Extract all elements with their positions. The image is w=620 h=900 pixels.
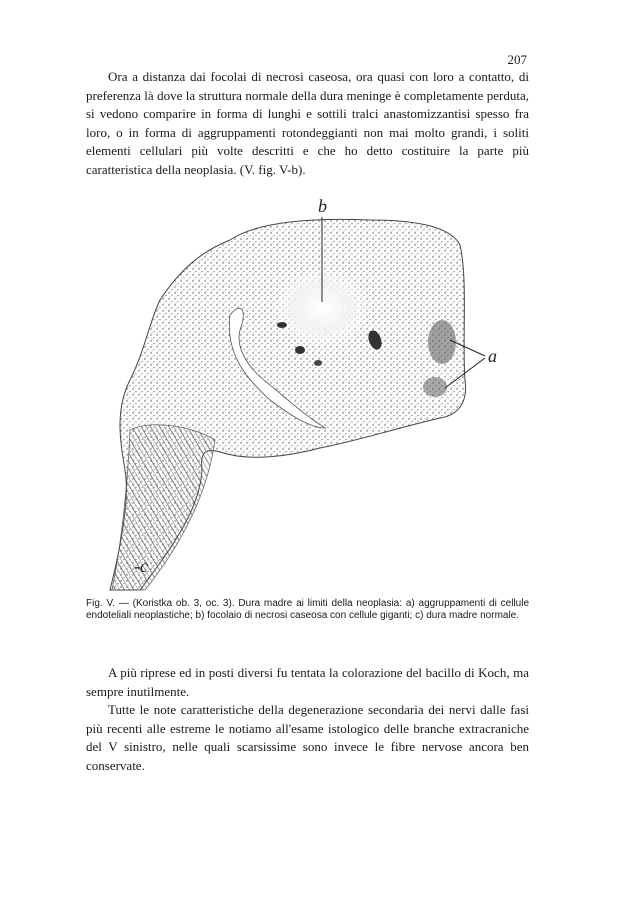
histology-figure	[90, 190, 530, 600]
paragraph-koch: A più riprese ed in posti diversi fu tentata la colorazione del bacillo di Koch, ma sempre inutilmente.	[86, 665, 529, 699]
label-b: b	[318, 196, 327, 216]
cell-aggregate	[423, 377, 447, 397]
paragraph-degenerazione: Tutte le note caratteristiche della degenerazione secondaria dei nervi dalle fasi più recenti alle estreme le notiamo all'esame istologico delle branche extracraniche del V sinistro, nelle quali scarsissime sono invece le fibre nervose ancora ben conservate.	[86, 702, 529, 773]
cell-aggregate	[428, 320, 456, 364]
label-c: -c	[134, 556, 148, 576]
label-a: a	[488, 346, 497, 366]
giant-cell	[277, 322, 287, 328]
page-number: 207	[507, 52, 527, 67]
giant-cell	[295, 346, 305, 354]
paragraph-necrosi: Ora a distanza dai focolai di necrosi caseosa, ora quasi con loro a contatto, di preferenza là dove la struttura normale della dura meninge è completamente perduta, si vedono comparire in forma di lunghi e sottili tralci anastomizzantisi spesso fra loro, o in forma di aggruppamenti rotondeggianti non mai molto grandi, i soliti elementi cellulari più volte descritti e che ho detto costituire la parte più caratteristica della neoplasia. (V. fig. V-b).	[86, 69, 529, 177]
giant-cell	[314, 360, 322, 366]
histology-drawing	[90, 190, 530, 600]
figure-caption: Fig. V. — (Koristka ob. 3, oc. 3). Dura madre ai limiti della neoplasia: a) aggruppamenti di cellule endoteliali neoplastiche; b) focolaio di necrosi caseosa con cellule giganti; c) dura madre normale.	[86, 598, 529, 621]
